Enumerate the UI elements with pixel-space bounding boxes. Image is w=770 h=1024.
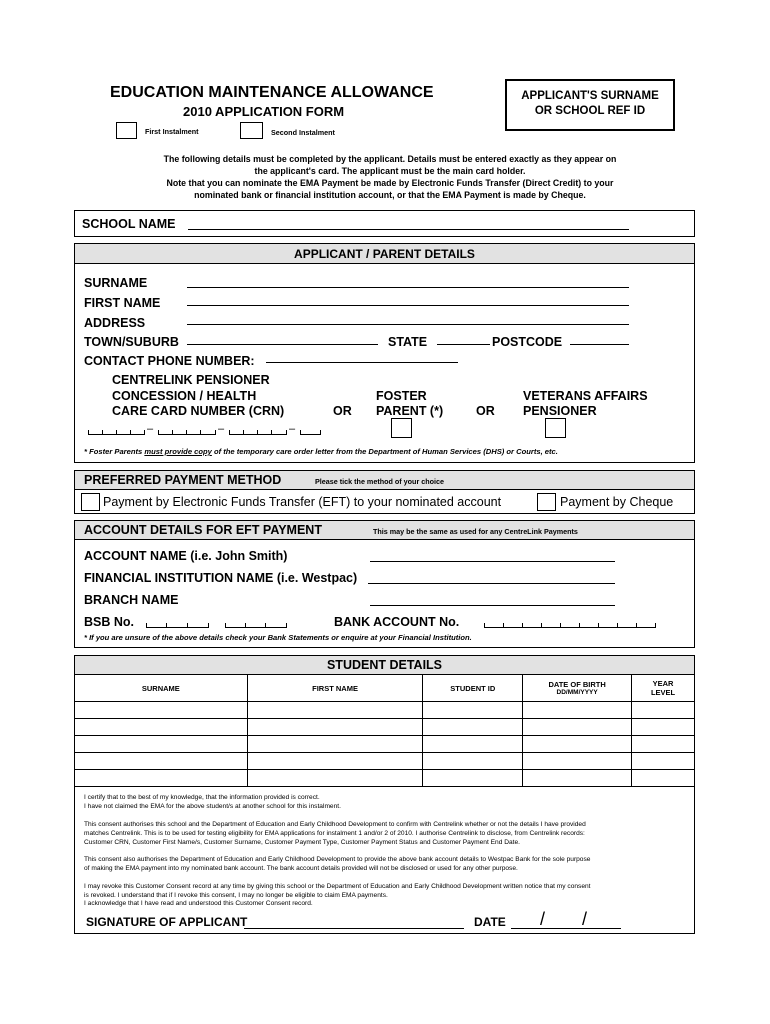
crn-tick <box>300 430 301 435</box>
account-header-label: ACCOUNT DETAILS FOR EFT PAYMENT <box>84 523 322 537</box>
first-instalment-checkbox[interactable] <box>116 122 137 139</box>
student-header <box>74 655 695 675</box>
surname-input[interactable] <box>187 287 629 288</box>
crn-tick <box>88 430 89 435</box>
col-first-name: FIRST NAME <box>247 675 423 702</box>
cell-dob[interactable] <box>523 702 632 719</box>
crn-tick <box>172 430 173 435</box>
intro-text <box>80 153 700 201</box>
first-name-input[interactable] <box>187 305 629 306</box>
crn-tick <box>243 430 244 435</box>
ref-box-line1: APPLICANT'S SURNAME <box>521 90 659 102</box>
second-instalment-label: Second Instalment <box>271 128 335 137</box>
cell-dob[interactable] <box>523 719 632 736</box>
col-dob-format: DD/MM/YYYY <box>556 689 598 696</box>
cell-first-name[interactable] <box>247 753 423 770</box>
bsb-input[interactable] <box>146 622 286 628</box>
crn-tick <box>215 430 216 435</box>
cell-dob[interactable] <box>523 736 632 753</box>
cell-year[interactable] <box>632 753 695 770</box>
bank-account-tick <box>636 623 637 628</box>
bank-account-tick <box>541 623 542 628</box>
col-surname: SURNAME <box>75 675 248 702</box>
postcode-label: POSTCODE <box>492 335 563 349</box>
state-label: STATE <box>388 335 428 349</box>
table-row <box>75 753 695 770</box>
foster-footnote-post: of the temporary care order letter from the Department of Human Services (DHS) or Courts, etc. <box>211 447 558 456</box>
bsb-tick <box>265 623 266 628</box>
crn-tick <box>257 430 258 435</box>
town-input[interactable] <box>187 344 378 345</box>
form-title: EDUCATION MAINTENANCE ALLOWANCE <box>110 84 434 101</box>
consent-p3a: This consent also authorises the Department of Education and Early Childhood Development to provide the above bank account details to Westpac Bank for the sole purpose <box>84 856 591 863</box>
eft-checkbox[interactable] <box>81 493 100 511</box>
bank-account-underline <box>484 627 656 628</box>
bsb-group-2-underline <box>225 627 286 628</box>
bsb-group-1-underline <box>146 627 208 628</box>
cell-first-name[interactable] <box>247 702 423 719</box>
or-label-1: OR <box>333 404 352 418</box>
cell-surname[interactable] <box>75 736 248 753</box>
bank-account-tick <box>560 623 561 628</box>
institution-input[interactable] <box>368 583 615 584</box>
bsb-tick <box>187 623 188 628</box>
signature-input[interactable] <box>244 928 464 929</box>
col-dob-label: DATE OF BIRTH <box>548 680 606 689</box>
foster-footnote-emph: must provide copy <box>144 447 212 456</box>
foster-label-1: FOSTER <box>376 389 427 403</box>
institution-label: FINANCIAL INSTITUTION NAME (i.e. Westpac) <box>84 571 358 585</box>
first-name-label: FIRST NAME <box>84 296 161 310</box>
date-label: DATE <box>474 915 506 929</box>
cell-year[interactable] <box>632 719 695 736</box>
bank-account-input[interactable] <box>484 622 656 628</box>
cell-student-id[interactable] <box>423 770 523 787</box>
first-instalment-label: First Instalment <box>145 127 199 136</box>
date-slash-2: / <box>582 909 588 929</box>
consent-p4a: I may revoke this Customer Consent record at any time by giving this school or the Department of Education and Early Childhood Development written notice that my consent <box>84 883 591 890</box>
cell-surname[interactable] <box>75 719 248 736</box>
crn-group-4-underline <box>300 434 320 435</box>
cell-year[interactable] <box>632 736 695 753</box>
centrelink-label-2: CONCESSION / HEALTH <box>112 389 257 403</box>
cheque-option-label: Payment by Cheque <box>560 495 674 509</box>
consent-p3b: of making the EMA payment into my nominated bank account. The bank account details provided will not be disclosed or used for any other purpose. <box>84 865 518 872</box>
account-name-input[interactable] <box>370 561 615 562</box>
crn-dash-2: – <box>218 423 225 435</box>
intro-line1: The following details must be completed by the applicant. Details must be entered exactly as they appear on <box>163 154 617 164</box>
centrelink-label-3: CARE CARD NUMBER (CRN) <box>112 404 285 418</box>
bsb-tick <box>146 623 147 628</box>
branch-name-label: BRANCH NAME <box>84 593 179 607</box>
veterans-checkbox[interactable] <box>545 418 566 438</box>
cell-year[interactable] <box>632 702 695 719</box>
cell-first-name[interactable] <box>247 736 423 753</box>
bsb-tick <box>166 623 167 628</box>
bsb-label: BSB No. <box>84 615 134 629</box>
cell-year[interactable] <box>632 770 695 787</box>
account-note: * If you are unsure of the above details check your Bank Statements or enquire at your Financial Institution. <box>84 633 472 642</box>
town-label: TOWN/SUBURB <box>84 335 179 349</box>
crn-tick <box>286 430 287 435</box>
cell-surname[interactable] <box>75 702 248 719</box>
eft-option-label: Payment by Electronic Funds Transfer (EFT) to your nominated account <box>103 495 502 509</box>
cell-first-name[interactable] <box>247 770 423 787</box>
form-subtitle: 2010 APPLICATION FORM <box>183 104 345 119</box>
branch-name-input[interactable] <box>370 605 615 606</box>
table-row <box>75 702 695 719</box>
payment-hint: Please tick the method of your choice <box>315 477 445 486</box>
consent-p2a: This consent authorises this school and the Department of Education and Early Childhood Development to confirm with Centrelink whether or not the details I have provided <box>84 821 586 828</box>
bank-account-tick <box>617 623 618 628</box>
or-label-2: OR <box>476 404 495 418</box>
foster-footnote <box>84 447 558 456</box>
table-row <box>75 770 695 787</box>
school-name-label: SCHOOL NAME <box>82 217 176 231</box>
crn-tick <box>102 430 103 435</box>
crn-tick <box>229 430 230 435</box>
crn-dash-1: – <box>147 423 154 435</box>
bsb-tick <box>225 623 226 628</box>
crn-tick <box>116 430 117 435</box>
crn-dash-3: – <box>289 423 296 435</box>
cell-student-id[interactable] <box>423 736 523 753</box>
postcode-input[interactable] <box>570 344 629 345</box>
account-name-label: ACCOUNT NAME (i.e. John Smith) <box>84 549 288 563</box>
cell-surname[interactable] <box>75 770 248 787</box>
payment-header-label: PREFERRED PAYMENT METHOD <box>84 473 282 487</box>
bsb-tick <box>286 623 287 628</box>
col-year-label-2: LEVEL <box>650 688 676 697</box>
bsb-tick <box>245 623 246 628</box>
contact-phone-label: CONTACT PHONE NUMBER: <box>84 354 255 368</box>
student-header-label: STUDENT DETAILS <box>326 658 443 672</box>
account-hint: This may be the same as used for any CentreLink Payments <box>373 527 578 536</box>
consent-p4c: I acknowledge that I have read and understood this Customer Consent record. <box>84 900 313 907</box>
date-input[interactable] <box>511 928 621 929</box>
bank-account-tick <box>579 623 580 628</box>
payment-header <box>74 470 695 490</box>
cell-dob[interactable] <box>523 770 632 787</box>
col-year-level <box>632 675 695 702</box>
veterans-label-1: VETERANS AFFAIRS <box>523 389 648 403</box>
intro-line2: the applicant's card. The applicant must be the main card holder. <box>254 166 526 176</box>
bank-account-tick <box>503 623 504 628</box>
cell-dob[interactable] <box>523 753 632 770</box>
student-table <box>74 674 695 787</box>
col-student-id: STUDENT ID <box>423 675 523 702</box>
applicant-header <box>74 243 695 264</box>
crn-tick <box>158 430 159 435</box>
crn-input[interactable] <box>88 423 322 435</box>
cell-student-id[interactable] <box>423 719 523 736</box>
state-input[interactable] <box>437 344 490 345</box>
veterans-label-2: PENSIONER <box>523 404 597 418</box>
bank-account-tick <box>598 623 599 628</box>
bsb-tick <box>208 623 209 628</box>
applicant-ref-box[interactable] <box>505 79 675 131</box>
surname-label: SURNAME <box>84 276 148 290</box>
cell-student-id[interactable] <box>423 753 523 770</box>
crn-tick <box>144 430 145 435</box>
foster-footnote-pre: * Foster Parents <box>84 447 145 456</box>
crn-tick <box>130 430 131 435</box>
address-input[interactable] <box>187 324 629 325</box>
crn-tick <box>320 430 321 435</box>
student-table-header-row <box>75 675 695 702</box>
table-row <box>75 719 695 736</box>
foster-label-2: PARENT (*) <box>376 404 444 418</box>
foster-parent-checkbox[interactable] <box>391 418 412 438</box>
bank-account-label: BANK ACCOUNT No. <box>334 615 460 629</box>
cell-student-id[interactable] <box>423 702 523 719</box>
consent-p2b: matches Centrelink. This is to be used for testing eligibility for EMA applications for instalment 1 and/or 2 of 2010. I authorise Centrelink to disclose, from Centrelink records: <box>84 830 585 837</box>
ref-box-line2: OR SCHOOL REF ID <box>534 105 646 117</box>
intro-line3: Note that you can nominate the EMA Payment be made by Electronic Funds Transfer (Direct Credit) to your <box>166 178 614 188</box>
school-name-input[interactable] <box>188 229 629 230</box>
col-year-label-1: YEAR <box>652 679 674 688</box>
signature-label: SIGNATURE OF APPLICANT <box>86 915 248 929</box>
account-header <box>74 520 695 540</box>
consent-p2c: Customer CRN, Customer First Name/s, Customer Surname, Customer Payment Type, Customer Payment Status and Customer Payment End Date. <box>84 839 520 846</box>
centrelink-label-1: CENTRELINK PENSIONER <box>112 373 270 387</box>
bank-account-tick <box>484 623 485 628</box>
date-slash-1: / <box>540 909 546 929</box>
cell-first-name[interactable] <box>247 719 423 736</box>
cell-surname[interactable] <box>75 753 248 770</box>
applicant-header-label: APPLICANT / PARENT DETAILS <box>294 247 475 261</box>
consent-p1b: I have not claimed the EMA for the above student/s at another school for this instalment. <box>84 803 341 810</box>
crn-tick <box>186 430 187 435</box>
col-date-of-birth <box>523 675 632 702</box>
contact-phone-input[interactable] <box>266 362 458 363</box>
bank-account-tick <box>655 623 656 628</box>
consent-p1a: I certify that to the best of my knowledge, that the information provided is correct. <box>84 794 320 801</box>
address-label: ADDRESS <box>84 316 146 330</box>
crn-tick <box>271 430 272 435</box>
second-instalment-checkbox[interactable] <box>240 122 263 139</box>
bank-account-tick <box>522 623 523 628</box>
intro-line4: nominated bank or financial institution account, or that the EMA Payment is made by Cheque. <box>194 190 586 200</box>
crn-tick <box>200 430 201 435</box>
consent-p4b: is revoked. I understand that if I revoke this consent, I may no longer be eligible to claim EMA payments. <box>84 892 388 899</box>
table-row <box>75 736 695 753</box>
cheque-checkbox[interactable] <box>537 493 556 511</box>
